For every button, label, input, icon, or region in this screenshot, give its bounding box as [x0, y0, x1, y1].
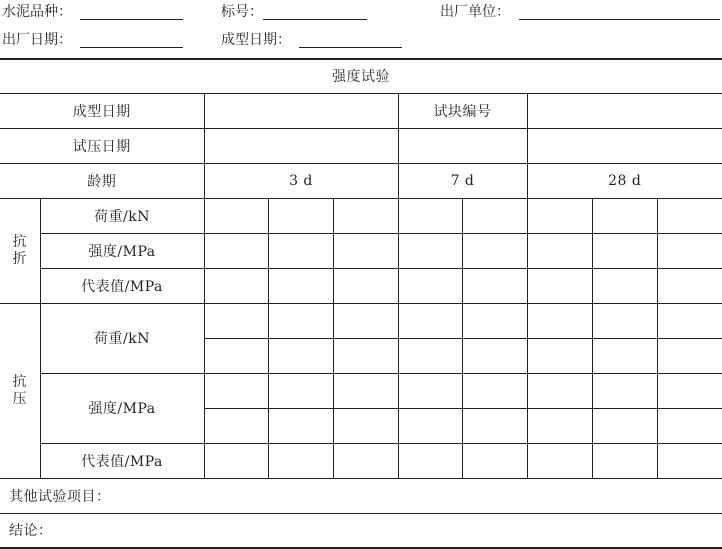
data-cell[interactable] — [462, 443, 527, 478]
data-cell[interactable] — [333, 408, 398, 443]
data-cell[interactable] — [462, 198, 527, 233]
factory-date-field[interactable] — [80, 47, 183, 48]
data-cell[interactable] — [592, 338, 657, 373]
test-date-cell-3[interactable] — [527, 128, 722, 163]
data-cell[interactable] — [398, 338, 462, 373]
cement-type-field[interactable] — [80, 19, 183, 20]
data-cell[interactable] — [527, 338, 592, 373]
data-cell[interactable] — [333, 443, 398, 478]
data-cell[interactable] — [333, 268, 398, 303]
form-header — [0, 0, 722, 58]
flexural-label: 抗折 — [12, 233, 27, 267]
specimen-no-label: 试块编号 — [398, 93, 527, 128]
data-cell[interactable] — [204, 408, 268, 443]
molding-date-cell[interactable] — [204, 93, 398, 128]
age-label: 龄期 — [0, 163, 204, 198]
test-date-label: 试压日期 — [0, 128, 204, 163]
flexural-load-label: 荷重/kN — [40, 198, 204, 233]
data-cell[interactable] — [333, 373, 398, 408]
data-cell[interactable] — [204, 303, 268, 338]
data-cell[interactable] — [398, 198, 462, 233]
data-cell[interactable] — [462, 303, 527, 338]
data-cell[interactable] — [204, 268, 268, 303]
data-cell[interactable] — [268, 268, 333, 303]
data-cell[interactable] — [657, 198, 722, 233]
data-cell[interactable] — [592, 408, 657, 443]
data-cell[interactable] — [527, 443, 592, 478]
cement-type-label: 水泥品种： — [2, 4, 72, 20]
test-date-cell[interactable] — [204, 128, 398, 163]
data-cell[interactable] — [204, 338, 268, 373]
molding-date-header-field[interactable] — [299, 47, 402, 48]
data-cell[interactable] — [398, 303, 462, 338]
data-cell[interactable] — [657, 373, 722, 408]
data-cell[interactable] — [268, 233, 333, 268]
data-cell[interactable] — [398, 233, 462, 268]
data-cell[interactable] — [657, 303, 722, 338]
data-cell[interactable] — [527, 198, 592, 233]
data-cell[interactable] — [657, 268, 722, 303]
specimen-no-cell[interactable] — [527, 93, 722, 128]
data-cell[interactable] — [527, 233, 592, 268]
flexural-strength-label: 强度/MPa — [40, 233, 204, 268]
grade-field[interactable] — [263, 19, 367, 20]
data-cell[interactable] — [204, 233, 268, 268]
data-cell[interactable] — [462, 268, 527, 303]
grade-label: 标号： — [221, 4, 263, 20]
data-cell[interactable] — [592, 373, 657, 408]
compressive-label: 抗压 — [12, 373, 27, 407]
strength-test-table — [0, 58, 722, 549]
data-cell[interactable] — [204, 443, 268, 478]
data-cell[interactable] — [268, 303, 333, 338]
data-cell[interactable] — [268, 373, 333, 408]
data-cell[interactable] — [462, 373, 527, 408]
data-cell[interactable] — [398, 443, 462, 478]
data-cell[interactable] — [527, 268, 592, 303]
other-items-label: 其他试验项目： — [0, 478, 722, 513]
data-cell[interactable] — [268, 338, 333, 373]
age-3d: 3 d — [204, 163, 398, 198]
data-cell[interactable] — [592, 198, 657, 233]
data-cell[interactable] — [333, 303, 398, 338]
test-date-cell-2[interactable] — [398, 128, 527, 163]
age-28d: 28 d — [527, 163, 722, 198]
data-cell[interactable] — [592, 268, 657, 303]
manufacturer-label: 出厂单位： — [440, 4, 510, 20]
data-cell[interactable] — [398, 373, 462, 408]
conclusion-label: 结论： — [0, 513, 722, 548]
data-cell[interactable] — [204, 373, 268, 408]
data-cell[interactable] — [657, 338, 722, 373]
data-cell[interactable] — [333, 198, 398, 233]
molding-date-header-label: 成型日期： — [221, 32, 291, 48]
data-cell[interactable] — [268, 408, 333, 443]
data-cell[interactable] — [268, 198, 333, 233]
flexural-section-label — [0, 198, 40, 303]
data-cell[interactable] — [462, 338, 527, 373]
data-cell[interactable] — [527, 303, 592, 338]
flexural-representative-label: 代表值/MPa — [40, 268, 204, 303]
data-cell[interactable] — [398, 408, 462, 443]
data-cell[interactable] — [657, 408, 722, 443]
data-cell[interactable] — [204, 198, 268, 233]
data-cell[interactable] — [592, 303, 657, 338]
age-7d: 7 d — [398, 163, 527, 198]
data-cell[interactable] — [527, 408, 592, 443]
data-cell[interactable] — [333, 338, 398, 373]
data-cell[interactable] — [268, 443, 333, 478]
compressive-section-label — [0, 303, 40, 478]
data-cell[interactable] — [333, 233, 398, 268]
table-title: 强度试验 — [0, 59, 722, 93]
compressive-representative-label: 代表值/MPa — [40, 443, 204, 478]
data-cell[interactable] — [462, 233, 527, 268]
data-cell[interactable] — [592, 443, 657, 478]
compressive-strength-label: 强度/MPa — [40, 373, 204, 443]
data-cell[interactable] — [462, 408, 527, 443]
manufacturer-field[interactable] — [519, 19, 720, 20]
data-cell[interactable] — [657, 233, 722, 268]
data-cell[interactable] — [592, 233, 657, 268]
factory-date-label: 出厂日期： — [2, 32, 72, 48]
data-cell[interactable] — [527, 373, 592, 408]
molding-date-label: 成型日期 — [0, 93, 204, 128]
data-cell[interactable] — [398, 268, 462, 303]
data-cell[interactable] — [657, 443, 722, 478]
compressive-load-label: 荷重/kN — [40, 303, 204, 373]
